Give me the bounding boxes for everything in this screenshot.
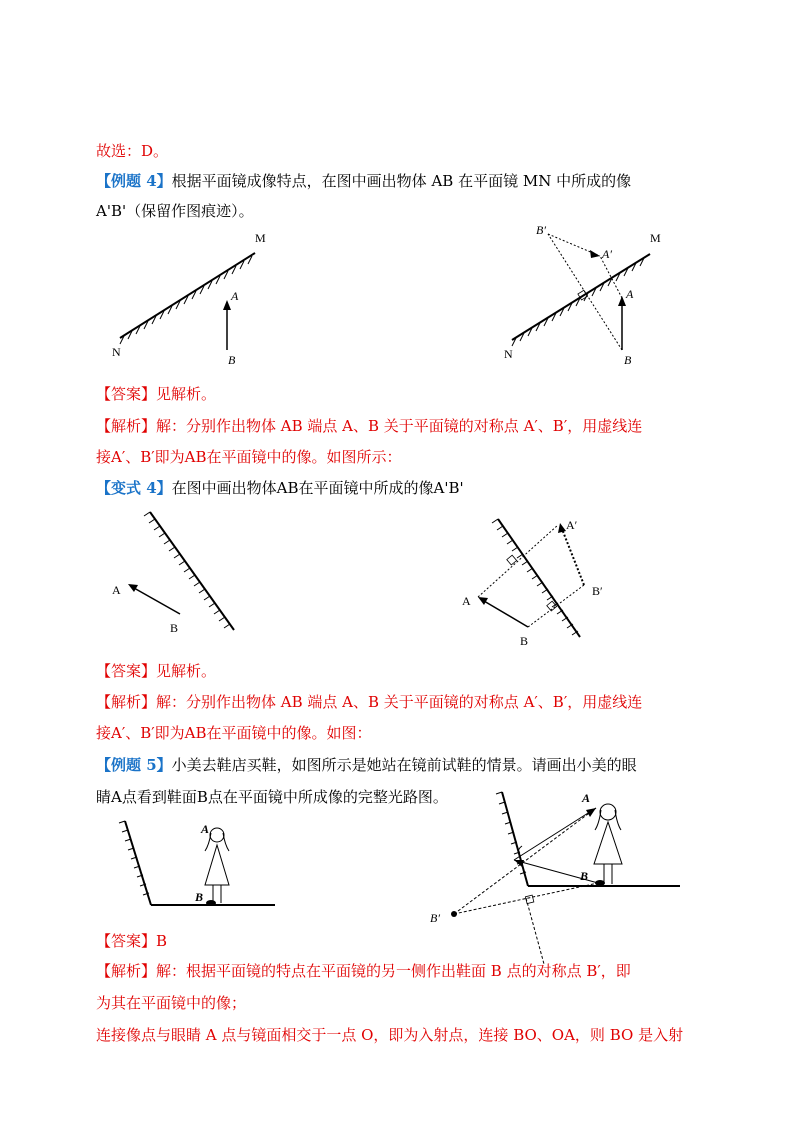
label-n: N: [112, 345, 121, 359]
tag: 【答案】: [96, 662, 157, 680]
label-b: B: [228, 353, 236, 367]
text: 在图中画出物体AB在平面镜中所成的像A'B': [171, 479, 464, 497]
label-m: M: [650, 231, 661, 245]
example-4-heading: [96, 170, 631, 192]
variant-4-heading: [96, 477, 464, 499]
figure-var4-problem: [108, 508, 248, 638]
answer-1: [96, 383, 216, 405]
text: 解：分别作出物体 AB 端点 A、B 关于平面镜的对称点 A′、B′，用虚线连: [156, 693, 643, 711]
tag: 【变式 4】: [96, 479, 172, 497]
text: B: [156, 932, 168, 950]
text: 故选：D。: [96, 142, 169, 160]
tag: 【答案】: [96, 932, 157, 950]
text: 为其在平面镜中的像；: [96, 994, 247, 1012]
analysis-2-line2: [96, 722, 372, 744]
tag: 【例题 4】: [96, 172, 172, 190]
text: 睛A点看到鞋面B点在平面镜中所成像的完整光路图。: [96, 788, 448, 806]
label-a: A: [201, 822, 210, 836]
label-b-prime: B′: [592, 584, 603, 598]
text: 连接像点与眼睛 A 点与镜面相交于一点 O，即为入射点，连接 BO、OA，则 BO 是入射: [96, 1026, 684, 1044]
figure-ex4-problem: [110, 228, 270, 368]
text: A'B'（保留作图痕迹）。: [96, 202, 254, 220]
tag: 【例题 5】: [96, 756, 172, 774]
label-b: B: [170, 621, 179, 635]
text: 根据平面镜成像特点，在图中画出物体 AB 在平面镜 MN 中所成的像: [171, 172, 632, 190]
answer-2: [96, 660, 216, 682]
example-5-line2: [96, 786, 448, 808]
figure-ex5-solution: [430, 786, 690, 966]
analysis-1: [96, 415, 642, 437]
text: 见解析。: [156, 662, 217, 680]
analysis-1-line2: [96, 446, 402, 468]
example-4-line2: [96, 200, 254, 222]
figure-ex4-solution: [500, 222, 670, 372]
label-a: A: [626, 287, 634, 301]
text: 小美去鞋店买鞋，如图所示是她站在镜前试鞋的情景。请画出小美的眼: [171, 756, 637, 774]
example-5-heading: [96, 754, 637, 776]
label-b: B: [195, 890, 204, 904]
text: 解：分别作出物体 AB 端点 A、B 关于平面镜的对称点 A′、B′，用虚线连: [156, 417, 643, 435]
label-b-prime: B′: [536, 223, 546, 237]
tag: 【解析】: [96, 693, 157, 711]
analysis-3-line3: [96, 1024, 683, 1046]
label-a: A: [231, 289, 239, 303]
tag: 【解析】: [96, 962, 157, 980]
text: 见解析。: [156, 385, 217, 403]
analysis-3-line2: [96, 992, 246, 1014]
label-a: A: [462, 594, 471, 608]
tag: 【答案】: [96, 385, 157, 403]
label-b: B: [520, 634, 529, 648]
line-answer-choice: [96, 140, 168, 162]
label-a-prime: A′: [566, 518, 578, 532]
label-a: A: [582, 791, 591, 805]
text: 接A′、B′即为AB在平面镜中的像。如图：: [96, 724, 372, 742]
text: 解：根据平面镜的特点在平面镜的另一侧作出鞋面 B 点的对称点 B′，即: [156, 962, 631, 980]
label-b: B: [624, 353, 632, 367]
label-a-prime: A′: [602, 247, 612, 261]
label-m: M: [255, 231, 266, 245]
figure-var4-solution: [460, 515, 620, 650]
label-n: N: [504, 347, 513, 361]
figure-ex5-problem: [115, 815, 285, 915]
label-a: A: [112, 583, 121, 597]
analysis-2: [96, 691, 642, 713]
answer-3: [96, 930, 167, 952]
analysis-3: [96, 960, 631, 982]
text: 接A′、B′即为AB在平面镜中的像。如图所示：: [96, 448, 402, 466]
label-b: B: [580, 869, 589, 883]
label-b-prime: B′: [430, 911, 440, 925]
tag: 【解析】: [96, 417, 157, 435]
